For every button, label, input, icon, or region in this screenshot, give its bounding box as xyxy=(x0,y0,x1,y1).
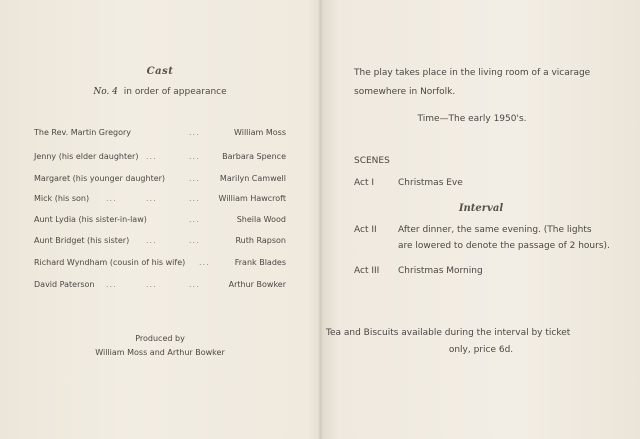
order-text: in order of appearance xyxy=(123,87,227,97)
act-3-description: Christmas Morning xyxy=(398,266,483,276)
leader-dots: ... xyxy=(189,128,200,137)
leader-dots: ... xyxy=(189,194,200,203)
cast-row xyxy=(34,128,286,142)
cast-role: Aunt Bridget (his sister) xyxy=(34,236,130,245)
cast-role: David Paterson xyxy=(34,280,95,289)
handwritten-note: No. 4 xyxy=(93,87,118,97)
cast-actor: William Hawcroft xyxy=(218,194,286,203)
leader-dots: ... xyxy=(189,174,200,183)
cast-row xyxy=(34,194,286,208)
leader-dots: ... xyxy=(106,194,117,203)
refreshments-line-2: only, price 6d. xyxy=(448,345,514,355)
leader-dots: ... xyxy=(146,194,157,203)
leader-dots: ... xyxy=(189,152,200,161)
scenes-heading: SCENES xyxy=(354,156,390,166)
cast-row xyxy=(34,236,286,250)
producer-names: William Moss and Arthur Bowker xyxy=(95,348,225,357)
leader-dots: ... xyxy=(106,280,117,289)
cast-actor: William Moss xyxy=(234,128,286,137)
cast-actor: Barbara Spence xyxy=(222,152,286,161)
cast-row xyxy=(34,152,286,166)
leader-dots: ... xyxy=(146,236,157,245)
cast-row xyxy=(34,215,286,229)
cast-actor: Arthur Bowker xyxy=(228,280,286,289)
leader-dots: ... xyxy=(146,152,157,161)
cast-actor: Frank Blades xyxy=(234,258,286,267)
act-2-label: Act II xyxy=(354,225,377,235)
cast-row xyxy=(34,174,286,188)
interval-heading: Interval xyxy=(458,203,504,214)
order-line xyxy=(0,87,320,97)
leader-dots: ... xyxy=(189,215,200,224)
cast-row xyxy=(34,258,286,272)
act-3-label: Act III xyxy=(354,266,380,276)
cast-role: Margaret (his younger daughter) xyxy=(34,174,166,183)
leader-dots: ... xyxy=(199,258,210,267)
cast-role: The Rev. Martin Gregory xyxy=(34,128,132,137)
leader-dots: ... xyxy=(146,280,157,289)
cast-actor: Marilyn Camwell xyxy=(219,174,286,183)
cast-role: Aunt Lydia (his sister-in-law) xyxy=(34,215,147,224)
cast-role: Mick (his son) xyxy=(34,194,90,203)
leader-dots: ... xyxy=(189,280,200,289)
setting-line-1: The play takes place in the living room of a vicarage xyxy=(354,68,591,78)
act-1-label: Act I xyxy=(354,178,374,188)
cast-title: Cast xyxy=(146,66,174,77)
leader-dots: ... xyxy=(189,236,200,245)
act-2-description-line-2: are lowered to denote the passage of 2 hours). xyxy=(398,241,610,251)
act-2-description-line-1: After dinner, the same evening. (The lights xyxy=(398,225,592,235)
produced-by-label: Produced by xyxy=(135,334,185,343)
act-1-description: Christmas Eve xyxy=(398,178,463,188)
setting-line-2: somewhere in Norfolk. xyxy=(354,87,456,97)
setting-time: Time—The early 1950's. xyxy=(417,114,527,124)
cast-role: Richard Wyndham (cousin of his wife) xyxy=(34,258,186,267)
refreshments-line-1: Tea and Biscuits available during the interval by ticket xyxy=(326,328,571,338)
cast-row xyxy=(34,280,286,294)
cast-role: Jenny (his elder daughter) xyxy=(34,152,139,161)
cast-actor: Ruth Rapson xyxy=(235,236,286,245)
right-page-scenes xyxy=(322,0,640,439)
cast-actor: Sheila Wood xyxy=(236,215,286,224)
